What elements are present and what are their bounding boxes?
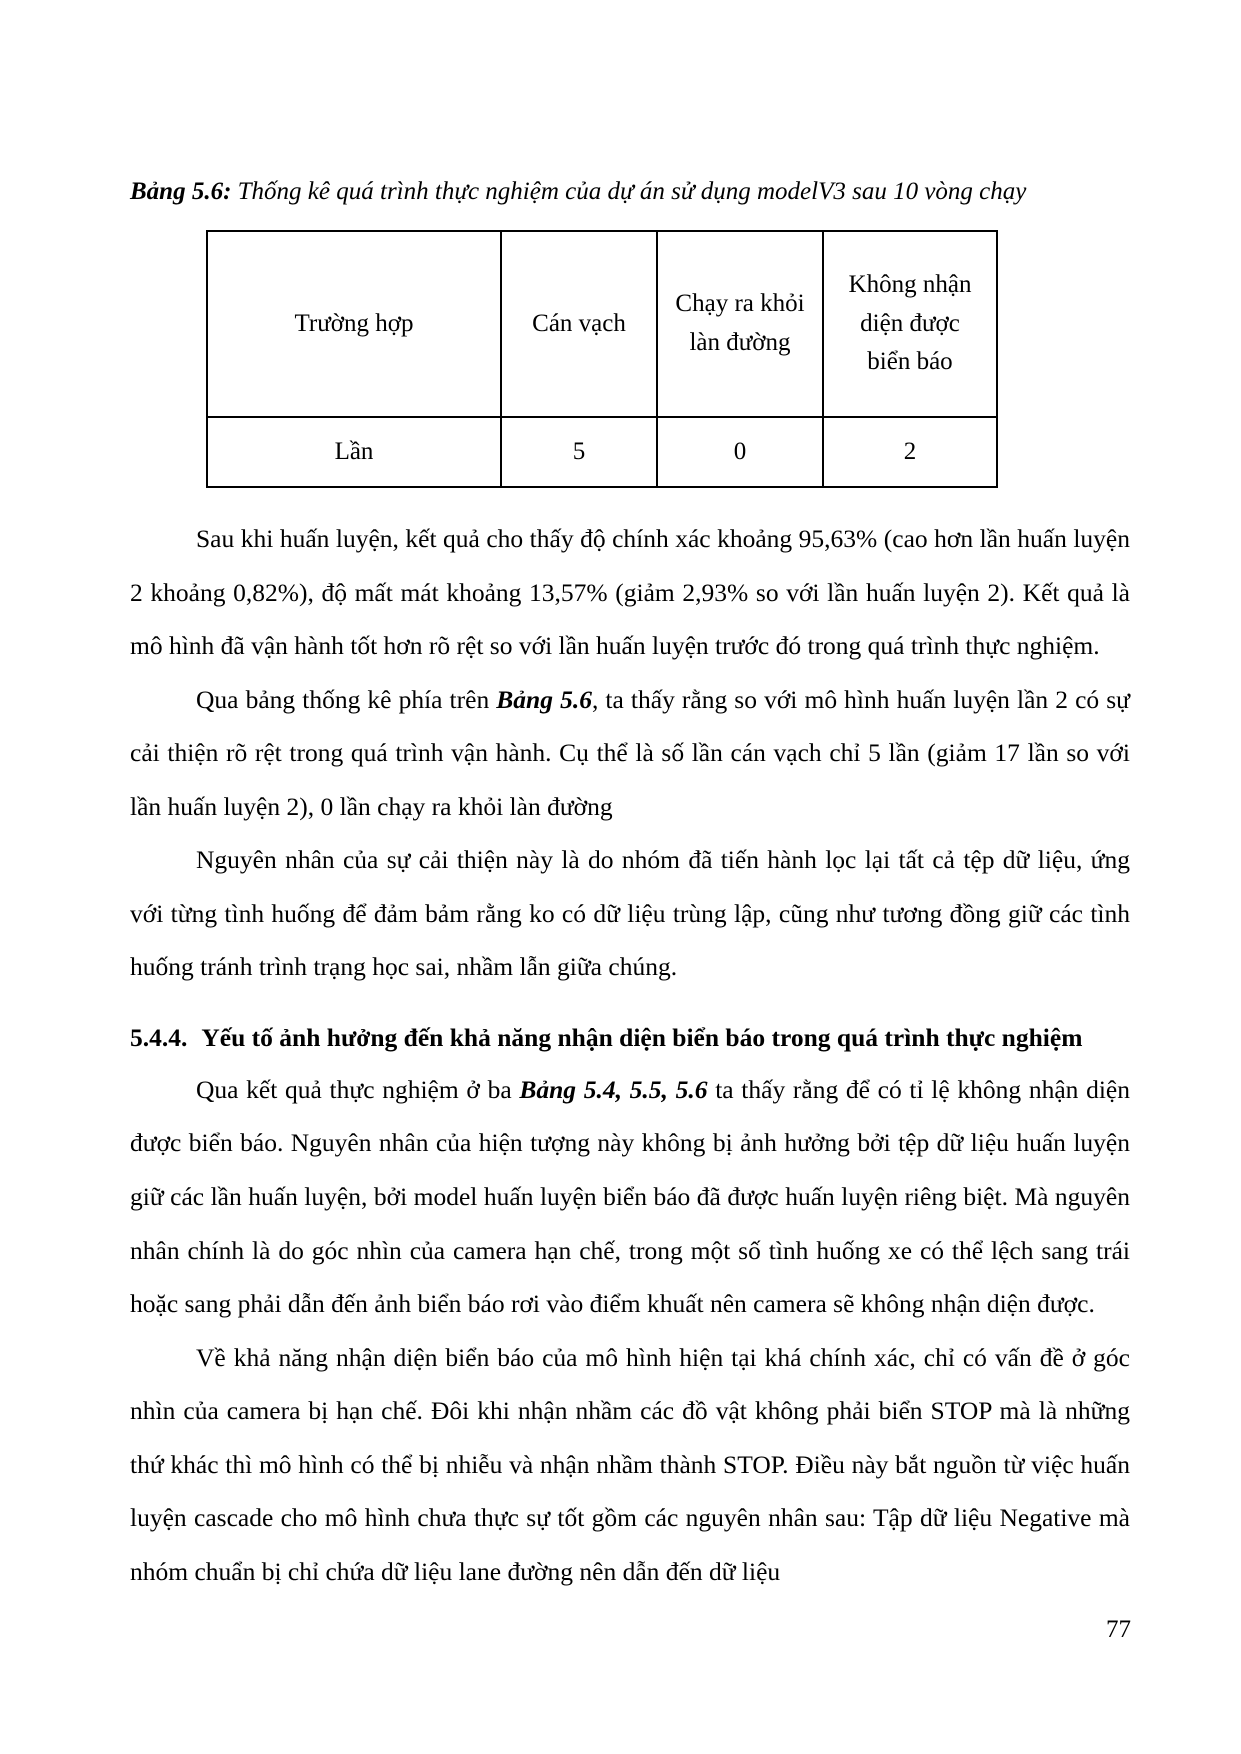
- table-header-off-lane: [657, 231, 823, 417]
- table-header-no-sign-detected: [823, 231, 997, 417]
- header-line: diện được: [860, 309, 960, 337]
- table-caption-text: Thống kê quá trình thực nghiệm của dự án sử dụng modelV3 sau 10 vòng chạy: [231, 178, 1027, 205]
- header-line: làn đường: [689, 329, 791, 356]
- para4-before: Qua kết quả thực nghiệm ở ba: [196, 1074, 520, 1104]
- paragraph-sign-detection-factors: [130, 1063, 1130, 1331]
- table-header-row: [207, 231, 997, 417]
- para2-before: Qua bảng thống kê phía trên: [196, 684, 497, 714]
- table-caption: [130, 176, 1130, 208]
- paragraph-table-comparison: [130, 673, 1130, 834]
- paragraph-training-results: Sau khi huấn luyện, kết quả cho thấy độ chính xác khoảng 95,63% (cao hơn lần huấn luyện 2 khoảng 0,82%), độ mất mát khoảng 13,57% (giảm 2,93% so với lần huấn luyện 2). Kết quả là mô hình đã vận hành tốt hơn rõ rệt so với lần huấn luyện trước đó trong quá trình thực nghiệm.: [130, 524, 1130, 661]
- header-line: Trường hợp: [294, 309, 414, 337]
- section-title: Yếu tố ảnh hưởng đến khả năng nhận diện biển báo trong quá trình thực nghiệm: [201, 1022, 1083, 1052]
- header-line: Chạy ra khỏi: [675, 290, 805, 318]
- header-line: biển báo: [867, 348, 953, 376]
- table-reference-5-6: Bảng 5.6: [496, 684, 592, 714]
- cell-cross-line-count: 5: [501, 417, 657, 487]
- table-reference-5-4-5-5-5-6: Bảng 5.4, 5.5, 5.6: [519, 1074, 708, 1104]
- page-number: 77: [1106, 1616, 1131, 1643]
- table-row: [207, 417, 997, 487]
- table-caption-label: Bảng 5.6:: [130, 178, 232, 205]
- para4-after: ta thấy rằng để có tỉ lệ không nhận diện được biển báo. Nguyên nhân của hiện tượng này không bị ảnh hưởng bởi tệp dữ liệu huấn luyện giữ các lần huấn luyện, bởi model huấn luyện biển báo đã được huấn luyện riêng biệt. Mà nguyên nhân chính là do góc nhìn của camera hạn chế, trong một số tình huống xe có thể lệch sang trái hoặc sang phải dẫn đến ảnh biển báo rơi vào điểm khuất nên camera sẽ không nhận diện được.: [130, 1074, 1130, 1319]
- header-line: Cán vạch: [532, 309, 626, 337]
- header-line: Không nhận: [848, 270, 972, 298]
- row-label: Lần: [207, 417, 501, 487]
- section-number: 5.4.4.: [130, 1022, 188, 1052]
- paragraph-improvement-reason: Nguyên nhân của sự cải thiện này là do nhóm đã tiến hành lọc lại tất cả tệp dữ liệu, ứng với từng tình huống để đảm bảm rằng ko có dữ liệu trùng lập, cũng như tương đồng giữ các tình huống tránh trình trạng học sai, nhầm lẫn giữa chúng.: [130, 845, 1130, 982]
- page-content: [130, 176, 1130, 1598]
- table-header-cross-line: [501, 231, 657, 417]
- para2-after: , ta thấy rằng so với mô hình huấn luyện lần 2 có sự cải thiện rõ rệt trong quá trình vận hành. Cụ thể là số lần cán vạch chỉ 5 lần (giảm 17 lần so với lần huấn luyện 2), 0 lần chạy ra khỏi làn đường: [130, 684, 1130, 821]
- paragraph-cascade-training: Về khả năng nhận diện biển báo của mô hình hiện tại khá chính xác, chỉ có vấn đề ở góc nhìn của camera bị hạn chế. Đôi khi nhận nhầm các đồ vật không phải biển STOP mà là những thứ khác thì mô hình có thể bị nhiễu và nhận nhầm thành STOP. Điều này bắt nguồn từ việc huấn luyện cascade cho mô hình chưa thực sự tốt gồm các nguyên nhân sau: Tập dữ liệu Negative mà nhóm chuẩn bị chỉ chứa dữ liệu lane đường nên dẫn đến dữ liệu: [130, 1342, 1130, 1586]
- statistics-table: [206, 230, 998, 488]
- cell-off-lane-count: 0: [657, 417, 823, 487]
- section-heading-5-4-4: [130, 1012, 1130, 1063]
- table-header-case: [207, 231, 501, 417]
- cell-no-sign-count: 2: [823, 417, 997, 487]
